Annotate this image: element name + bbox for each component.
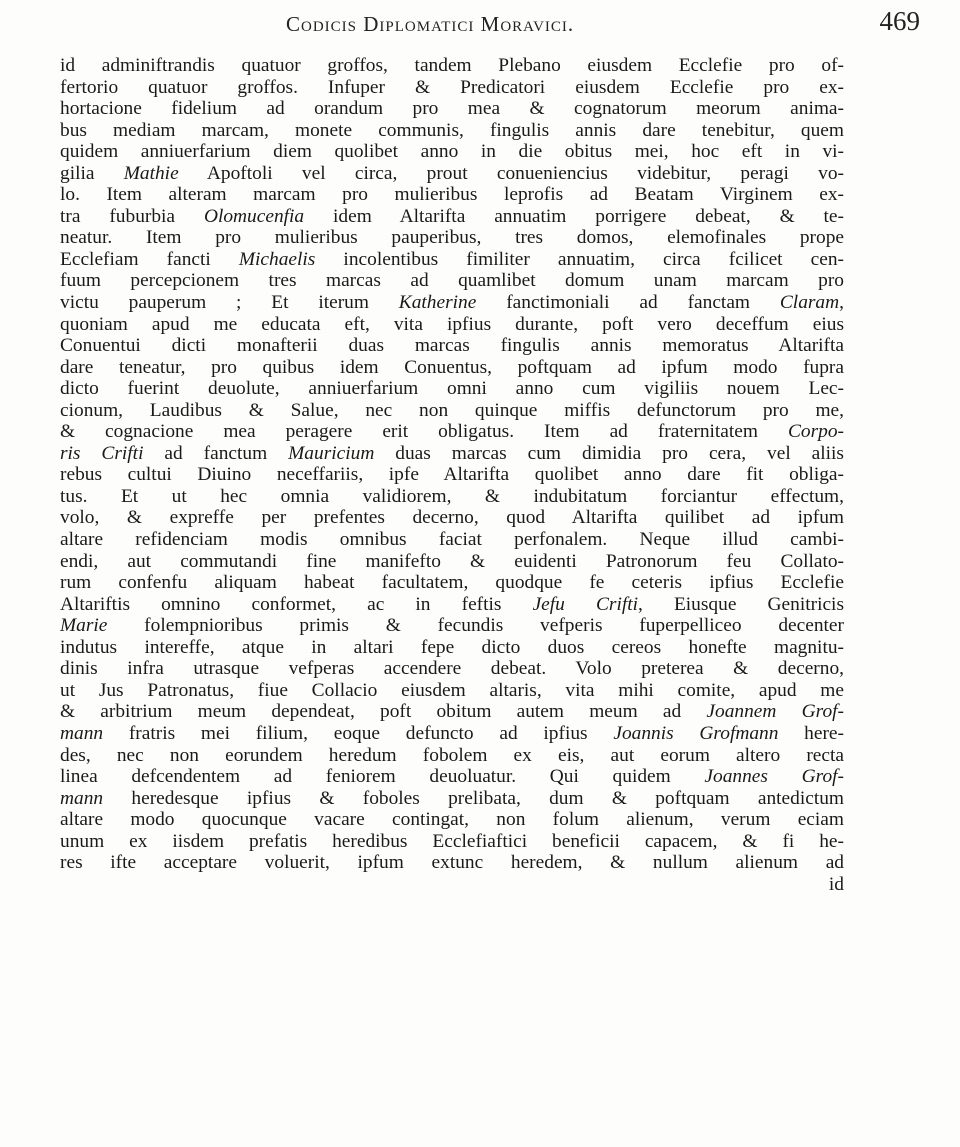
text-span: ut Jus Patronatus, fiue Collacio eiusdem altaris, vita mihi comite, apud me	[60, 679, 844, 701]
text-line	[60, 77, 844, 99]
text-span: fertorio quatuor groffos. Infuper & Predicatori eiusdem Ecclefie pro ex-	[60, 76, 844, 98]
italic-name: mann	[60, 722, 104, 744]
page-number: 469	[879, 6, 920, 36]
text-span: gilia	[60, 162, 124, 184]
italic-name: Joannem Grof-	[706, 701, 844, 723]
text-line	[60, 486, 844, 508]
text-span: Altariftis omnino conformet, ac in feftis	[60, 593, 533, 615]
text-line	[60, 658, 844, 680]
text-span: fanctimoniali ad fanctam	[476, 292, 780, 314]
text-line	[60, 809, 844, 831]
italic-name: ris Crifti	[60, 442, 144, 464]
text-line	[60, 464, 844, 486]
text-line	[60, 249, 844, 271]
italic-name: Mauricium	[288, 442, 375, 464]
text-span: Ecclefiam fancti	[60, 248, 239, 270]
text-span: indutus intereffe, atque in altari fepe dicto duos cereos honefte magnitu-	[60, 636, 844, 658]
italic-name: mann	[60, 787, 104, 809]
text-line	[60, 594, 844, 616]
text-line	[60, 120, 844, 142]
text-line	[60, 766, 844, 788]
text-span: Conuentui dicti monafterii duas marcas fingulis annis memoratus Altarifta	[60, 335, 844, 357]
text-line	[60, 745, 844, 767]
text-span: endi, aut commutandi fine manifefto & euidenti Patronorum feu Collato-	[60, 550, 844, 572]
italic-name: Katherine	[398, 292, 477, 314]
text-line	[60, 831, 844, 853]
text-line	[60, 680, 844, 702]
italic-name: Corpo-	[787, 421, 844, 443]
text-span: & arbitrium meum dependeat, poft obitum autem meum ad	[60, 701, 707, 723]
text-line	[60, 637, 844, 659]
text-line	[60, 98, 844, 120]
text-line	[60, 551, 844, 573]
text-line	[60, 227, 844, 249]
running-title: Codicis Diplomatici Moravici.	[286, 12, 575, 36]
body-text	[60, 55, 844, 895]
text-span: fratris mei filium, eoque defuncto ad ipfius	[103, 722, 614, 744]
page-header	[60, 6, 920, 40]
text-line	[60, 270, 844, 292]
italic-name: Joannes Grof-	[704, 766, 844, 788]
text-line	[60, 852, 844, 874]
text-line	[60, 163, 844, 185]
text-span: here-	[778, 722, 844, 744]
text-line	[60, 701, 844, 723]
text-span: folempnioribus primis & fecundis vefperis fuperpelliceo decenter	[107, 615, 844, 637]
text-span: duas marcas cum dimidia pro cera, vel aliis	[374, 442, 844, 464]
text-span: idem Altarifta annuatim porrigere debeat, & te-	[304, 205, 844, 227]
text-line	[60, 335, 844, 357]
italic-name: Joannis Grofmann	[613, 722, 779, 744]
text-span: tus. Et ut hec omnia validiorem, & indubitatum forciantur effectum,	[60, 485, 844, 507]
text-line	[60, 184, 844, 206]
text-span: altare refidenciam modis omnibus faciat perfonalem. Neque illud cambi-	[60, 529, 844, 551]
text-span: dicto fuerint deuolute, anniuerfarium omni anno cum vigiliis nouem Lec-	[60, 378, 844, 400]
text-line	[60, 378, 844, 400]
text-line	[60, 314, 844, 336]
text-span: neatur. Item pro mulieribus pauperibus, tres domos, elemofinales prope	[60, 227, 844, 249]
text-span: ad fanctum	[143, 442, 289, 464]
text-line	[60, 788, 844, 810]
text-line	[60, 507, 844, 529]
text-span: tra fuburbia	[60, 205, 204, 227]
text-span: linea defcendentem ad feniorem deuoluatur. Qui quidem	[60, 766, 705, 788]
text-span: dinis infra utrasque vefperas accendere debeat. Volo preterea & decerno,	[60, 658, 844, 680]
text-line	[60, 529, 844, 551]
italic-name: Mathie	[123, 162, 179, 184]
text-span: victu pauperum ; Et iterum	[60, 292, 399, 314]
text-line	[60, 443, 844, 465]
text-span: cionum, Laudibus & Salue, nec non quinque miffis defunctorum pro me,	[60, 399, 844, 421]
text-line	[60, 400, 844, 422]
italic-name: Olomucenfia	[203, 205, 305, 227]
text-span: quidem anniuerfarium diem quolibet anno in die obitus mei, hoc eft in vi-	[60, 141, 844, 163]
catchword: id	[828, 873, 844, 895]
text-span: , Eiusque Genitricis	[638, 593, 844, 615]
text-span: dare teneatur, pro quibus idem Conuentus, poftquam ad ipfum modo fupra	[60, 356, 844, 378]
text-span: bus mediam marcam, monete communis, fingulis annis dare tenebitur, quem	[60, 119, 844, 141]
text-line	[60, 421, 844, 443]
text-line	[60, 615, 844, 637]
text-span: incolentibus fimiliter annuatim, circa fcilicet cen-	[315, 248, 844, 270]
text-span: heredesque ipfius & foboles prelibata, dum & poftquam antedictum	[103, 787, 844, 809]
text-line	[60, 55, 844, 77]
text-span: hortacione fidelium ad orandum pro mea & cognatorum meorum anima-	[60, 98, 844, 120]
italic-name: Jefu Crifti	[532, 593, 638, 615]
italic-name: Michaelis	[238, 248, 316, 270]
text-span: quoniam apud me educata eft, vita ipfius durante, poft vero deceffum eius	[60, 313, 844, 335]
text-line	[60, 723, 844, 745]
text-span: ,	[839, 292, 844, 314]
text-span: rebus cultui Diuino neceffariis, ipfe Altarifta quolibet anno dare fit obliga-	[60, 464, 844, 486]
text-span: fuum percepcionem tres marcas ad quamlibet domum unam marcam pro	[60, 270, 844, 292]
text-span: & cognacione mea peragere erit obligatus. Item ad fraternitatem	[60, 421, 788, 443]
italic-name: Claram	[779, 292, 840, 314]
text-line	[60, 141, 844, 163]
text-span: rum confenfu aliquam habeat facultatem, quodque fe ceteris ipfius Ecclefie	[60, 572, 844, 594]
text-span: altare modo quocunque vacare contingat, non folum alienum, verum eciam	[60, 809, 844, 831]
text-span: res ifte acceptare voluerit, ipfum extunc heredem, & nullum alienum ad	[60, 852, 844, 874]
text-line	[60, 206, 844, 228]
text-span: lo. Item alteram marcam pro mulieribus leprofis ad Beatam Virginem ex-	[60, 184, 844, 206]
text-span: id adminiftrandis quatuor groffos, tandem Plebano eiusdem Ecclefie pro of-	[60, 55, 844, 76]
text-line	[60, 357, 844, 379]
italic-name: Marie	[60, 615, 108, 637]
text-line	[60, 292, 844, 314]
text-line	[60, 572, 844, 594]
text-span: unum ex iisdem prefatis heredibus Ecclefiaftici beneficii capacem, & fi he-	[60, 830, 844, 852]
text-span: volo, & expreffe per prefentes decerno, quod Altarifta quilibet ad ipfum	[60, 507, 844, 529]
text-span: Apoftoli vel circa, prout conueniencius videbitur, peragi vo-	[178, 162, 844, 184]
text-span: des, nec non eorundem heredum fobolem ex eis, aut eorum altero recta	[60, 744, 844, 766]
